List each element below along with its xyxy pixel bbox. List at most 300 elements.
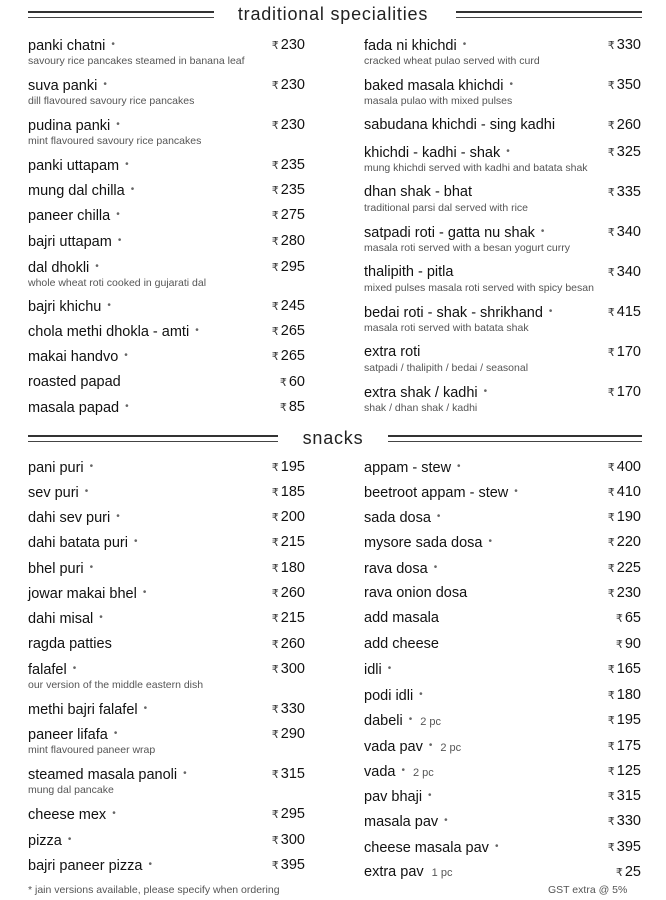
item-price-value: 245: [280, 298, 305, 314]
item-description: masala pulao with mixed pulses: [364, 95, 513, 107]
item-price-value: 90: [624, 636, 641, 652]
item-name: [364, 508, 440, 527]
item-price: [272, 258, 305, 277]
item-price-value: 335: [616, 184, 641, 200]
rupee-icon: ₹: [279, 377, 287, 389]
veg-marker: •: [419, 689, 423, 700]
item-price-value: 330: [616, 37, 641, 53]
item-price-value: 260: [280, 636, 305, 652]
menu-item: [364, 787, 641, 807]
item-price: [272, 36, 305, 55]
item-name-text: pizza: [28, 833, 62, 849]
item-price-value: 275: [280, 207, 305, 223]
veg-marker: •: [428, 790, 432, 801]
item-price: [608, 787, 641, 806]
item-name: [28, 36, 115, 55]
item-name-text: falafel: [28, 662, 67, 678]
menu-item: [28, 856, 305, 876]
item-name: [28, 206, 120, 225]
rupee-icon: ₹: [607, 487, 615, 499]
snacks-header: [0, 426, 666, 452]
item-name: [364, 143, 510, 162]
menu-item: [28, 559, 305, 579]
item-price: [272, 232, 305, 251]
veg-marker: •: [116, 209, 120, 220]
item-price: [272, 609, 305, 628]
item-price: [272, 856, 305, 875]
menu-item: [28, 765, 305, 796]
item-name: [28, 609, 103, 628]
veg-marker: •: [428, 740, 433, 751]
rupee-icon: ₹: [271, 639, 279, 651]
item-name: [364, 343, 420, 361]
item-price: [616, 863, 641, 882]
rupee-icon: ₹: [607, 741, 615, 753]
item-name: [364, 711, 441, 731]
item-price-value: 235: [280, 157, 305, 173]
menu-item: [364, 458, 641, 478]
rupee-icon: ₹: [607, 347, 615, 359]
item-name: [28, 856, 152, 875]
item-name-text: panki chatni: [28, 38, 106, 54]
item-name-text: khichdi - kadhi - shak: [364, 145, 501, 161]
item-name: [364, 533, 492, 552]
item-name-text: dhan shak - bhat: [364, 184, 473, 200]
item-price-value: 395: [280, 857, 305, 873]
item-name-text: thalipith - pitla: [364, 264, 454, 280]
menu-item: [364, 36, 641, 67]
item-price: [608, 458, 641, 477]
item-name: [28, 725, 117, 744]
rupee-icon: ₹: [607, 537, 615, 549]
item-quantity: 2 pc: [440, 742, 462, 754]
menu-item: [28, 297, 305, 317]
item-price-value: 170: [616, 344, 641, 360]
rupee-icon: ₹: [271, 80, 279, 92]
item-name: [28, 584, 146, 603]
item-name-text: pani puri: [28, 460, 84, 476]
rupee-icon: ₹: [615, 867, 623, 879]
item-price: [272, 533, 305, 552]
veg-marker: •: [67, 834, 72, 845]
item-price: [608, 303, 641, 322]
item-name-text: makai handvo: [28, 349, 119, 365]
item-price-value: 190: [616, 509, 641, 525]
rupee-icon: ₹: [607, 227, 615, 239]
menu-item: [28, 398, 305, 418]
snacks-title: snacks: [302, 428, 364, 448]
rupee-icon: ₹: [271, 512, 279, 524]
item-price: [608, 737, 641, 756]
item-name: [364, 787, 432, 806]
item-name: [28, 458, 93, 477]
item-name-text: bhel puri: [28, 561, 84, 577]
item-price-value: 165: [616, 661, 641, 677]
menu-item: [28, 373, 305, 393]
item-name-text: add masala: [364, 610, 439, 626]
item-price: [272, 76, 305, 95]
menu-item: [364, 609, 641, 629]
rupee-icon: ₹: [607, 715, 615, 727]
menu-item: [28, 831, 305, 851]
menu-item: [28, 508, 305, 528]
menu-item: [28, 483, 305, 503]
item-price-value: 175: [616, 738, 641, 754]
veg-marker: •: [84, 486, 89, 497]
menu-item: [28, 36, 305, 67]
item-name-text: paneer lifafa: [28, 727, 108, 743]
item-name-text: fada ni khichdi: [364, 38, 457, 54]
item-name: [364, 686, 423, 705]
menu-item: [28, 805, 305, 825]
veg-marker: •: [103, 79, 107, 90]
item-name: [28, 660, 76, 679]
item-name: [364, 223, 544, 242]
item-price: [280, 373, 305, 392]
item-price: [608, 483, 641, 502]
item-name-text: dahi sev puri: [28, 510, 111, 526]
menu-item: [364, 812, 641, 832]
item-price: [272, 559, 305, 578]
veg-marker: •: [183, 768, 187, 779]
rupee-icon: ₹: [607, 267, 615, 279]
item-description: dill flavoured savoury rice pancakes: [28, 95, 195, 107]
item-name-text: bajri paneer pizza: [28, 858, 143, 874]
item-price: [272, 116, 305, 135]
rupee-icon: ₹: [615, 613, 623, 625]
veg-marker: •: [116, 511, 120, 522]
rupee-icon: ₹: [607, 791, 615, 803]
item-name-text: sabudana khichdi - sing kadhi: [364, 117, 556, 133]
item-name-text: vada: [364, 764, 396, 780]
menu-item: [364, 76, 641, 107]
rupee-icon: ₹: [607, 40, 615, 52]
veg-marker: •: [462, 39, 467, 50]
traditional-header: [0, 2, 666, 28]
item-price: [608, 383, 641, 402]
item-name-text: extra roti: [364, 344, 421, 360]
item-price-value: 85: [288, 399, 305, 415]
item-quantity: 2 pc: [420, 716, 442, 728]
item-price-value: 230: [280, 37, 305, 53]
menu-item: [364, 223, 641, 254]
item-price-value: 300: [280, 832, 305, 848]
menu-item: [28, 635, 305, 655]
item-price-value: 200: [280, 509, 305, 525]
rupee-icon: ₹: [607, 120, 615, 132]
menu-item: [28, 458, 305, 478]
veg-marker: •: [387, 663, 392, 674]
rupee-icon: ₹: [607, 307, 615, 319]
item-description: our version of the middle eastern dish: [28, 679, 204, 691]
item-name-text: masala papad: [28, 400, 120, 416]
veg-marker: •: [514, 486, 518, 497]
veg-marker: •: [195, 325, 199, 336]
item-price: [272, 765, 305, 784]
rupee-icon: ₹: [607, 512, 615, 524]
veg-marker: •: [444, 815, 448, 826]
veg-marker: •: [95, 261, 99, 272]
item-price-value: 230: [280, 77, 305, 93]
veg-marker: •: [111, 39, 115, 50]
item-name-text: cheese mex: [28, 807, 107, 823]
item-price-value: 215: [280, 610, 305, 626]
item-name: [364, 838, 498, 857]
item-price: [272, 584, 305, 603]
veg-marker: •: [506, 146, 510, 157]
rupee-icon: ₹: [271, 563, 279, 575]
item-name-text: appam - stew: [364, 460, 452, 476]
veg-marker: •: [113, 728, 118, 739]
item-name-text: dabeli: [364, 713, 403, 729]
item-name-text: sada dosa: [364, 510, 431, 526]
item-name-text: jowar makai bhel: [28, 586, 137, 602]
rupee-icon: ₹: [271, 835, 279, 847]
veg-marker: •: [494, 841, 499, 852]
item-name: [364, 863, 452, 882]
item-name: [364, 609, 439, 627]
menu-item: [28, 700, 305, 720]
item-price-value: 225: [616, 560, 641, 576]
rupee-icon: ₹: [607, 766, 615, 778]
menu-item: [364, 483, 641, 503]
traditional-title: traditional specialities: [237, 4, 429, 24]
item-price-value: 295: [280, 259, 305, 275]
menu-item: [364, 838, 641, 858]
rupee-icon: ₹: [271, 860, 279, 872]
rupee-icon: ₹: [607, 462, 615, 474]
item-description: cracked wheat pulao served with curd: [364, 55, 540, 67]
rupee-icon: ₹: [607, 387, 615, 399]
menu-item: [28, 660, 305, 691]
item-name-text: pudina panki: [28, 118, 111, 134]
item-name: [28, 805, 116, 824]
item-price: [608, 508, 641, 527]
item-name-text: pav bhaji: [364, 789, 423, 805]
item-price-value: 315: [616, 788, 641, 804]
item-price-value: 330: [616, 813, 641, 829]
item-quantity: 2 pc: [412, 767, 434, 779]
item-name: [364, 584, 467, 602]
item-description: satpadi / thalipith / bedai / seasonal: [364, 362, 529, 374]
item-name: [364, 76, 513, 95]
rupee-icon: ₹: [271, 40, 279, 52]
rupee-icon: ₹: [271, 462, 279, 474]
item-description: whole wheat roti cooked in gujarati dal: [28, 277, 207, 289]
item-description: traditional parsi dal served with rice: [364, 202, 528, 214]
item-name-text: cheese masala pav: [364, 840, 489, 856]
veg-marker: •: [142, 587, 147, 598]
item-name-text: roasted papad: [28, 374, 121, 390]
item-price: [608, 76, 641, 95]
veg-marker: •: [401, 765, 405, 776]
menu-item: [364, 508, 641, 528]
item-price-value: 180: [280, 560, 305, 576]
rupee-icon: ₹: [271, 487, 279, 499]
item-price-value: 195: [616, 712, 641, 728]
item-price: [608, 660, 641, 679]
item-price-value: 265: [280, 348, 305, 364]
item-price-value: 170: [616, 384, 641, 400]
item-name-text: mysore sada dosa: [364, 535, 483, 551]
item-name: [28, 76, 107, 95]
menu-item: [364, 711, 641, 731]
veg-marker: •: [130, 184, 135, 195]
rupee-icon: ₹: [607, 588, 615, 600]
item-price: [272, 483, 305, 502]
item-price: [608, 711, 641, 730]
rupee-icon: ₹: [271, 120, 279, 132]
item-name-text: dahi batata puri: [28, 535, 128, 551]
item-description: mixed pulses masala roti served with spicy besan: [364, 282, 594, 294]
item-name-text: add cheese: [364, 636, 439, 652]
item-price: [608, 183, 641, 202]
item-name-text: ragda patties: [28, 636, 112, 652]
item-name: [364, 635, 439, 653]
item-price-value: 300: [280, 661, 305, 677]
item-name-text: extra pav: [364, 864, 424, 880]
item-name-text: idli: [364, 662, 382, 678]
item-price: [608, 263, 641, 282]
item-name-text: rava dosa: [364, 561, 428, 577]
menu-item: [364, 762, 641, 782]
item-price-value: 220: [616, 534, 641, 550]
veg-marker: •: [133, 536, 138, 547]
veg-marker: •: [143, 703, 148, 714]
veg-marker: •: [436, 511, 441, 522]
item-name-text: methi bajri falafel: [28, 702, 138, 718]
item-name-text: satpadi roti - gatta nu shak: [364, 225, 535, 241]
item-name: [28, 347, 128, 366]
item-name: [364, 559, 437, 578]
item-price-value: 415: [616, 304, 641, 320]
menu-item: [28, 584, 305, 604]
menu-item: [364, 559, 641, 579]
item-price: [272, 156, 305, 175]
menu-item: [28, 533, 305, 553]
item-price: [608, 812, 641, 831]
item-name: [28, 156, 129, 175]
item-name-text: extra shak / kadhi: [364, 385, 478, 401]
item-price-value: 350: [616, 77, 641, 93]
item-price: [608, 116, 641, 135]
item-name: [28, 398, 129, 417]
menu-item: [28, 181, 305, 201]
item-name: [364, 303, 552, 322]
item-price-value: 340: [616, 264, 641, 280]
menu-item: [364, 303, 641, 334]
veg-marker: •: [548, 306, 553, 317]
menu-item: [364, 686, 641, 706]
rupee-icon: ₹: [271, 351, 279, 363]
veg-marker: •: [99, 612, 103, 623]
menu-item: [28, 156, 305, 176]
menu-item: [364, 533, 641, 553]
item-name-text: bajri uttapam: [28, 234, 112, 250]
item-price-value: 260: [616, 117, 641, 133]
item-name-text: steamed masala panoli: [28, 767, 178, 783]
gst-note: GST extra @ 5%: [548, 884, 628, 896]
veg-marker: •: [540, 226, 545, 237]
item-name-text: sev puri: [28, 485, 79, 501]
item-name: [364, 36, 466, 55]
item-price-value: 280: [280, 233, 305, 249]
menu-item: [28, 347, 305, 367]
item-price: [608, 584, 641, 603]
item-description: masala roti served with a besan yogurt curry: [364, 242, 571, 254]
item-name: [28, 700, 147, 719]
item-price: [280, 398, 305, 417]
rupee-icon: ₹: [607, 80, 615, 92]
item-name: [364, 812, 448, 831]
item-name-text: panki uttapam: [28, 158, 120, 174]
item-name: [28, 297, 111, 316]
item-price-value: 230: [616, 585, 641, 601]
item-name: [28, 373, 121, 391]
item-description: mung dal pancake: [28, 784, 114, 796]
item-description: mint flavoured savoury rice pancakes: [28, 135, 202, 147]
rupee-icon: ₹: [279, 402, 287, 414]
item-name: [28, 116, 120, 135]
rupee-icon: ₹: [607, 147, 615, 159]
rupee-icon: ₹: [607, 842, 615, 854]
item-price: [616, 609, 641, 628]
item-name: [28, 559, 93, 578]
item-price: [272, 322, 305, 341]
item-price: [272, 725, 305, 744]
item-price-value: 215: [280, 534, 305, 550]
menu-item: [28, 725, 305, 756]
item-name: [364, 458, 461, 477]
item-price-value: 400: [616, 459, 641, 475]
item-price-value: 60: [288, 374, 305, 390]
item-name: [28, 765, 187, 784]
item-description: savoury rice pancakes steamed in banana leaf: [28, 55, 245, 67]
item-price: [608, 36, 641, 55]
menu-item: [364, 343, 641, 374]
menu-item: [28, 609, 305, 629]
menu-item: [364, 737, 641, 757]
item-price: [608, 533, 641, 552]
rupee-icon: ₹: [271, 704, 279, 716]
item-price-value: 325: [616, 144, 641, 160]
veg-marker: •: [457, 461, 461, 472]
item-name-text: rava onion dosa: [364, 585, 468, 601]
item-price: [608, 762, 641, 781]
veg-marker: •: [89, 562, 94, 573]
item-name-text: bedai roti - shak - shrikhand: [364, 305, 543, 321]
item-name: [28, 232, 121, 251]
menu-item: [28, 76, 305, 107]
menu-item: [364, 660, 641, 680]
item-name-text: podi idli: [364, 688, 414, 704]
item-name-text: chola methi dhokla - amti: [28, 324, 190, 340]
veg-marker: •: [148, 859, 152, 870]
veg-marker: •: [125, 159, 129, 170]
item-price-value: 315: [280, 766, 305, 782]
rupee-icon: ₹: [615, 639, 623, 651]
veg-marker: •: [116, 119, 120, 130]
rupee-icon: ₹: [271, 301, 279, 313]
menu-item: [28, 258, 305, 289]
veg-marker: •: [112, 808, 116, 819]
item-price: [272, 635, 305, 654]
item-name: [28, 533, 137, 552]
item-name: [28, 508, 120, 527]
rupee-icon: ₹: [271, 326, 279, 338]
menu-item: [28, 206, 305, 226]
item-price-value: 235: [280, 182, 305, 198]
